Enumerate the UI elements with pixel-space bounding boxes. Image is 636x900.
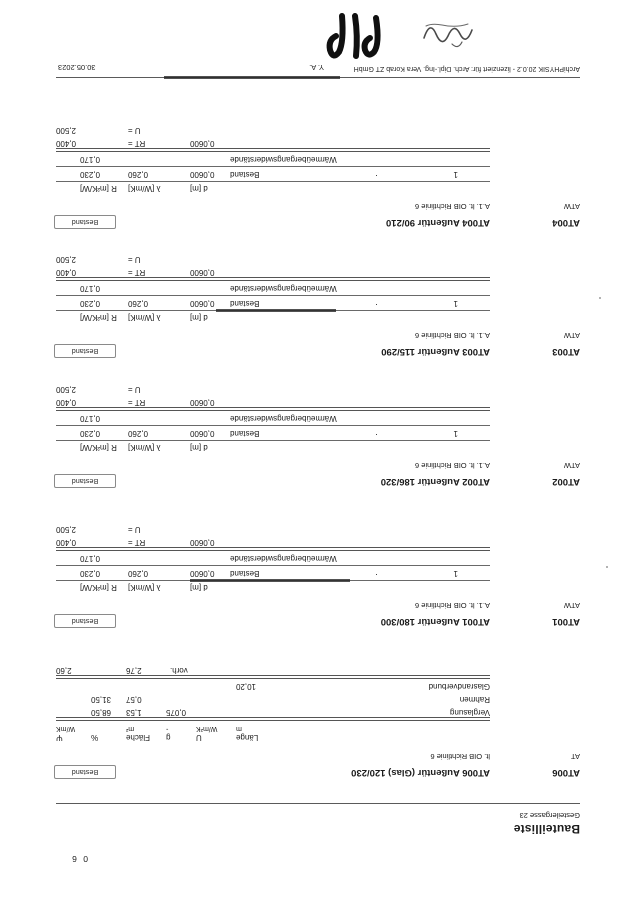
rt-value: 0,400 xyxy=(56,268,77,277)
unit-m: m xyxy=(236,725,242,732)
header-divider xyxy=(56,803,580,804)
status-badge: Bestand xyxy=(54,765,116,779)
scan-smudge xyxy=(190,579,350,582)
component-code: AT002 xyxy=(552,476,580,487)
thickness-value: 0,0600 xyxy=(190,569,215,578)
u-label: U = xyxy=(128,385,141,394)
standard-reference: A.1. lt. OIB Richtlinie 6 xyxy=(414,461,490,470)
result-label: vorh. xyxy=(170,666,188,675)
table-rule xyxy=(56,440,490,441)
rt-value: 0,400 xyxy=(56,398,77,407)
resistance-value: 0,230 xyxy=(80,170,101,179)
table-rule xyxy=(56,181,490,182)
lambda-value: 0,260 xyxy=(128,569,149,578)
standard-reference: A.1. lt. OIB Richtlinie 6 xyxy=(414,202,490,211)
u-value: 2,500 xyxy=(56,255,77,264)
total-thickness: 0,0600 xyxy=(190,398,215,407)
surface-resistance-label: Wärmeübergangswiderstände xyxy=(230,554,337,563)
u-label: U = xyxy=(128,525,141,534)
project-address: Gesteilergasse 23 xyxy=(519,811,580,820)
rt-label: RT = xyxy=(128,538,146,547)
thickness-value: 0,0600 xyxy=(190,429,215,438)
scan-speck xyxy=(606,566,608,568)
col-laenge: Länge xyxy=(236,733,259,742)
layer-name: Bestand xyxy=(230,299,260,308)
standard-reference: A.1. lt. OIB Richtlinie 6 xyxy=(414,601,490,610)
layer-number: 1 xyxy=(453,569,458,578)
print-date: 30.05.2023 xyxy=(58,63,96,72)
component-title: AT001 Außentür 180/300 xyxy=(380,616,490,627)
row-label: Verglasung xyxy=(449,708,490,717)
g-value: 0,075 xyxy=(166,708,187,717)
col-u: U xyxy=(196,733,202,742)
layer-bullet: · xyxy=(375,570,378,580)
signature-scribble-icon xyxy=(420,16,476,56)
resistance-value: 0,230 xyxy=(80,299,101,308)
rt-label: RT = xyxy=(128,398,146,407)
u-value-result: 2,60 xyxy=(56,666,72,675)
scan-speck xyxy=(599,297,601,299)
component-type: ATW xyxy=(563,331,580,340)
unit-wmk: W/mK xyxy=(56,725,76,732)
standard-reference: lt. OIB Richtlinie 6 xyxy=(430,752,490,761)
status-badge: Bestand xyxy=(54,474,116,488)
col-d: d [m] xyxy=(190,313,208,322)
stamp-logo-icon xyxy=(324,10,386,62)
table-rule xyxy=(56,717,490,721)
percent-value: 68,50 xyxy=(91,708,112,717)
component-block-at003 xyxy=(0,247,636,357)
surface-resistance-value: 0,170 xyxy=(80,284,101,293)
surface-resistance-value: 0,170 xyxy=(80,155,101,164)
col-lambda: λ [W/mK] xyxy=(128,443,161,452)
surface-resistance-value: 0,170 xyxy=(80,414,101,423)
col-r: R [m²K/W] xyxy=(80,443,117,452)
layer-bullet: · xyxy=(375,300,378,310)
table-rule-heavy xyxy=(56,148,490,152)
status-badge: Bestand xyxy=(54,344,116,358)
col-flaeche: Fläche xyxy=(126,733,151,742)
status-badge: Bestand xyxy=(54,614,116,628)
component-title: AT006 Außentür (Glas) 120/230 xyxy=(351,767,490,778)
scan-smudge xyxy=(216,309,336,312)
u-value: 2,500 xyxy=(56,126,77,135)
u-label: U = xyxy=(128,255,141,264)
table-rule xyxy=(56,295,490,296)
lambda-value: 0,260 xyxy=(128,429,149,438)
unit-m2: m² xyxy=(126,725,135,732)
component-block-at001 xyxy=(0,517,636,627)
component-title: AT003 Außentür 115/290 xyxy=(381,346,490,357)
col-percent: % xyxy=(91,733,99,742)
total-thickness: 0,0600 xyxy=(190,538,215,547)
u-value: 2,500 xyxy=(56,385,77,394)
area-value: 0,57 xyxy=(126,695,142,704)
surface-resistance-label: Wärmeübergangswiderstände xyxy=(230,414,337,423)
table-rule xyxy=(56,425,490,426)
component-block-at004 xyxy=(0,118,636,228)
component-type: ATW xyxy=(563,202,580,211)
component-title: AT002 Außentür 186/320 xyxy=(380,476,490,487)
table-rule-heavy xyxy=(56,547,490,551)
table-rule-heavy xyxy=(56,277,490,281)
area-value: 1,53 xyxy=(126,708,142,717)
col-d: d [m] xyxy=(190,583,208,592)
col-lambda: λ [W/mK] xyxy=(128,184,161,193)
layer-bullet: · xyxy=(375,430,378,440)
resistance-value: 0,230 xyxy=(80,569,101,578)
component-title: AT004 Außentür 90/210 xyxy=(385,217,490,228)
thickness-value: 0,0600 xyxy=(190,299,215,308)
page-title: Bauteilliste xyxy=(513,822,580,836)
component-code: AT004 xyxy=(552,217,580,228)
total-thickness: 0,0600 xyxy=(190,139,215,148)
col-d: d [m] xyxy=(190,443,208,452)
scan-smudge xyxy=(164,76,340,79)
page-number: 0 6 xyxy=(70,854,88,864)
component-block-at002 xyxy=(0,377,636,487)
status-badge: Bestand xyxy=(54,215,116,229)
layer-name: Bestand xyxy=(230,429,260,438)
component-block-at006 xyxy=(0,668,636,778)
rt-value: 0,400 xyxy=(56,139,77,148)
component-type: ATW xyxy=(563,601,580,610)
component-type: AT xyxy=(570,752,580,761)
table-rule xyxy=(56,675,490,679)
layer-number: 1 xyxy=(453,170,458,179)
layer-number: 1 xyxy=(453,299,458,308)
component-code: AT006 xyxy=(552,767,580,778)
u-value: 2,500 xyxy=(56,525,77,534)
col-r: R [m²K/W] xyxy=(80,313,117,322)
layer-name: Bestand xyxy=(230,569,260,578)
rt-label: RT = xyxy=(128,139,146,148)
col-lambda: λ [W/mK] xyxy=(128,313,161,322)
col-psi: Ψ xyxy=(56,733,63,742)
layer-name: Bestand xyxy=(230,170,260,179)
unit-dash: - xyxy=(166,725,169,732)
table-rule xyxy=(56,565,490,566)
lambda-value: 0,260 xyxy=(128,170,149,179)
standard-reference: A.1. lt. OIB Richtlinie 6 xyxy=(414,331,490,340)
table-rule-heavy xyxy=(56,407,490,411)
thickness-value: 0,0600 xyxy=(190,170,215,179)
col-r: R [m²K/W] xyxy=(80,583,117,592)
rt-label: RT = xyxy=(128,268,146,277)
percent-value: 31,50 xyxy=(91,695,112,704)
license-text: ArchiPHYSIK 20.0.2 - lizenziert für: Arch. Dipl.-Ing. Vera Korab ZT GmbH xyxy=(353,65,580,72)
row-label: Glasrandverbund xyxy=(428,682,490,691)
component-type: ATW xyxy=(563,461,580,470)
col-lambda: λ [W/mK] xyxy=(128,583,161,592)
col-r: R [m²K/W] xyxy=(80,184,117,193)
total-thickness: 0,0600 xyxy=(190,268,215,277)
layer-number: 1 xyxy=(453,429,458,438)
layer-bullet: · xyxy=(375,171,378,181)
resistance-value: 0,230 xyxy=(80,429,101,438)
col-g: g xyxy=(166,733,171,742)
row-label: Rahmen xyxy=(459,695,490,704)
u-label: U = xyxy=(128,126,141,135)
surface-resistance-label: Wärmeübergangswiderstände xyxy=(230,284,337,293)
surface-resistance-value: 0,170 xyxy=(80,554,101,563)
total-area: 2,76 xyxy=(126,666,142,675)
lambda-value: 0,260 xyxy=(128,299,149,308)
rt-value: 0,400 xyxy=(56,538,77,547)
table-rule xyxy=(56,166,490,167)
author-initials: Y. A. xyxy=(309,63,324,72)
unit-wm2k: W/m²K xyxy=(196,725,218,732)
length-value: 10,20 xyxy=(236,682,257,691)
component-code: AT001 xyxy=(552,616,580,627)
surface-resistance-label: Wärmeübergangswiderstände xyxy=(230,155,337,164)
col-d: d [m] xyxy=(190,184,208,193)
component-code: AT003 xyxy=(552,346,580,357)
